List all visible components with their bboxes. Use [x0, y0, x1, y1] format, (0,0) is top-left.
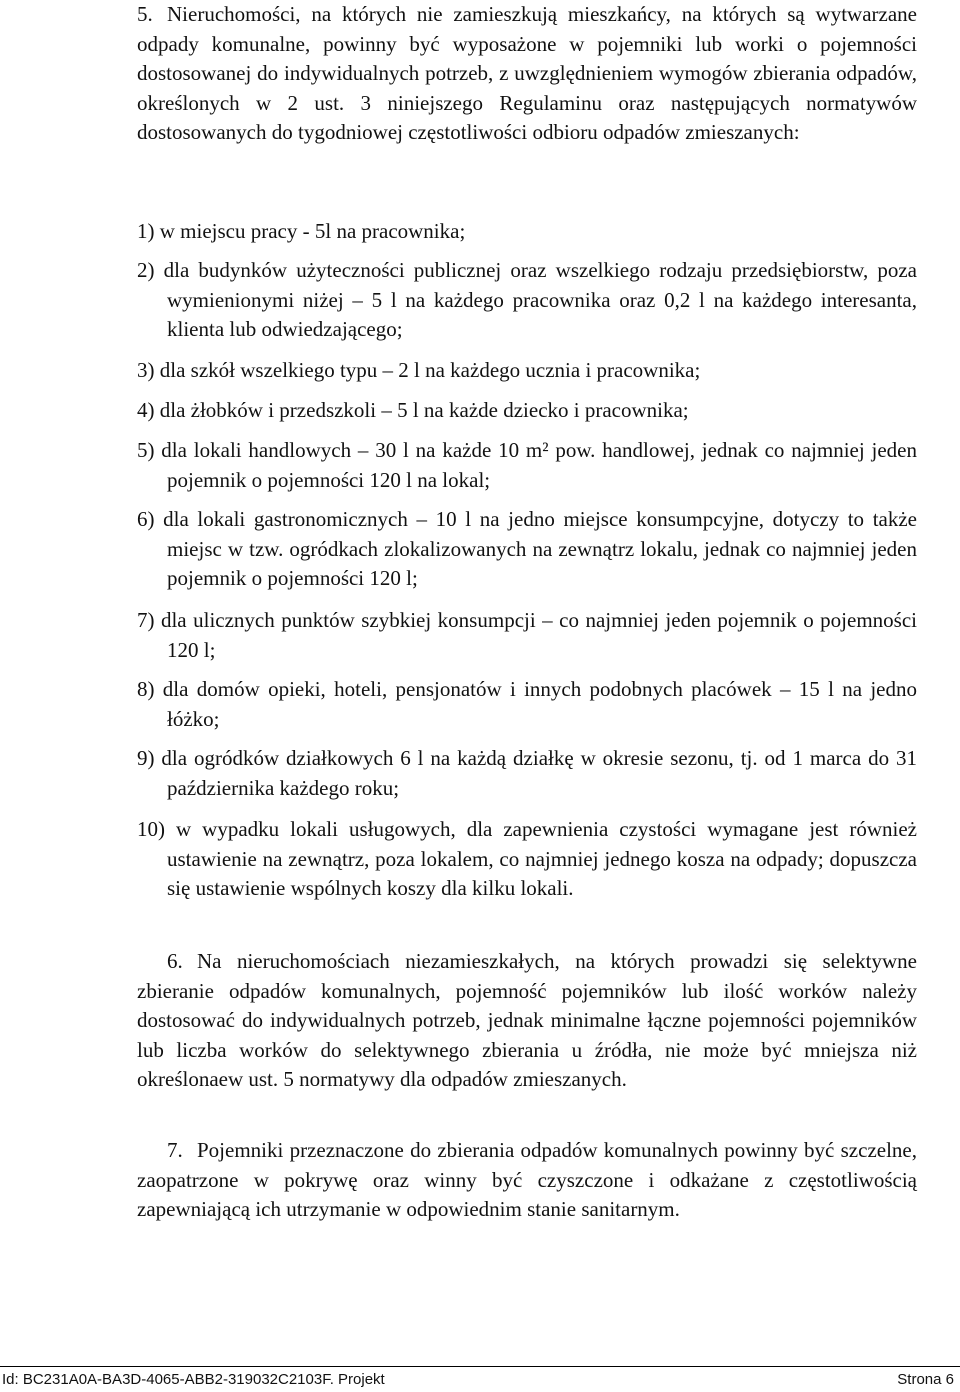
- section-7-text: Pojemniki przeznaczone do zbierania odpadów komunalnych powinny być szczelne, zaopatrzone w pokrywę oraz winny być czyszczone i odkażane z częstotliwością zapewniającą ich utrzymanie w odpowiednim stanie sanitarnym.: [137, 1138, 917, 1221]
- list-item-6: 6) dla lokali gastronomicznych – 10 l na jedno miejsce konsumpcyjne, dotyczy to także miejsc w tzw. ogródkach zlokalizowanych na zewnątrz lokalu, jednak co najmniej jeden pojemnik o pojemności 120 l;: [137, 507, 917, 590]
- section-7-number: 7.: [167, 1138, 183, 1162]
- list-item-3: 3) dla szkół wszelkiego typu – 2 l na każdego ucznia i pracownika;: [137, 358, 701, 382]
- section-6-text: Na nieruchomościach niezamieszkałych, na których prowadzi się selektywne zbieranie odpadów komunalnych, pojemność pojemników lub ilość worków należy dostosować do indywidualnych potrzeb, jednak minimalne łączne pojemności pojemników lub liczba worków do selektywnego zbierania u źródła, nie może być mniejsza niż określonaew ust. 5 normatywy dla odpadów zmieszanych.: [137, 949, 917, 1091]
- page-footer: [0, 1366, 960, 1392]
- list-item-8: 8) dla domów opieki, hoteli, pensjonatów i innych podobnych placówek – 15 l na jedno łóżko;: [137, 677, 917, 731]
- list-item-1: 1) w miejscu pracy - 5l na pracownika;: [137, 219, 466, 243]
- list-item-2: 2) dla budynków użyteczności publicznej oraz wszelkiego rodzaju przedsiębiorstw, poza wymienionymi niżej – 5 l na każdego pracownika oraz 0,2 l na każdego interesanta, klienta lub odwiedzającego;: [137, 258, 917, 341]
- list-item-7: 7) dla ulicznych punktów szybkiej konsumpcji – co najmniej jeden pojemnik o pojemności 120 l;: [137, 608, 917, 662]
- list-item-4: 4) dla żłobków i przedszkoli – 5 l na każde dziecko i pracownika;: [137, 398, 689, 422]
- section-6-paragraph: [137, 947, 917, 1095]
- section-5-paragraph: [137, 0, 917, 148]
- list-item-5: 5) dla lokali handlowych – 30 l na każde 10 m² pow. handlowej, jednak co najmniej jeden pojemnik o pojemności 120 l na lokal;: [137, 438, 917, 492]
- section-5-text: Nieruchomości, na których nie zamieszkują mieszkańcy, na których są wytwarzane odpady komunalne, powinny być wyposażone w pojemniki lub worki o pojemności dostosowanej do indywidualnych potrzeb, z uwzględnieniem wymogów zbierania odpadów, określonych w 2 ust. 3 niniejszego Regulaminu oraz następujących normatywów dostosowanych do tygodniowej częstotliwości odbioru odpadów zmieszanych:: [137, 2, 917, 144]
- list-item-9: 9) dla ogródków działkowych 6 l na każdą działkę w okresie sezonu, tj. od 1 marca do 31 października każdego roku;: [137, 746, 917, 800]
- list-item-10: 10) w wypadku lokali usługowych, dla zapewnienia czystości wymagane jest również ustawienie na zewnątrz, poza lokalem, co najmniej jednego kosza na odpady; dopuszcza się ustawienie wspólnych koszy dla kilku lokali.: [137, 817, 917, 900]
- section-7-paragraph: [137, 1136, 917, 1225]
- section-5-number: 5.: [137, 2, 153, 26]
- footer-page-number: Strona 6: [897, 1371, 954, 1388]
- section-6-number: 6.: [167, 949, 183, 973]
- footer-document-id: Id: BC231A0A-BA3D-4065-ABB2-319032C2103F. Projekt: [2, 1371, 385, 1388]
